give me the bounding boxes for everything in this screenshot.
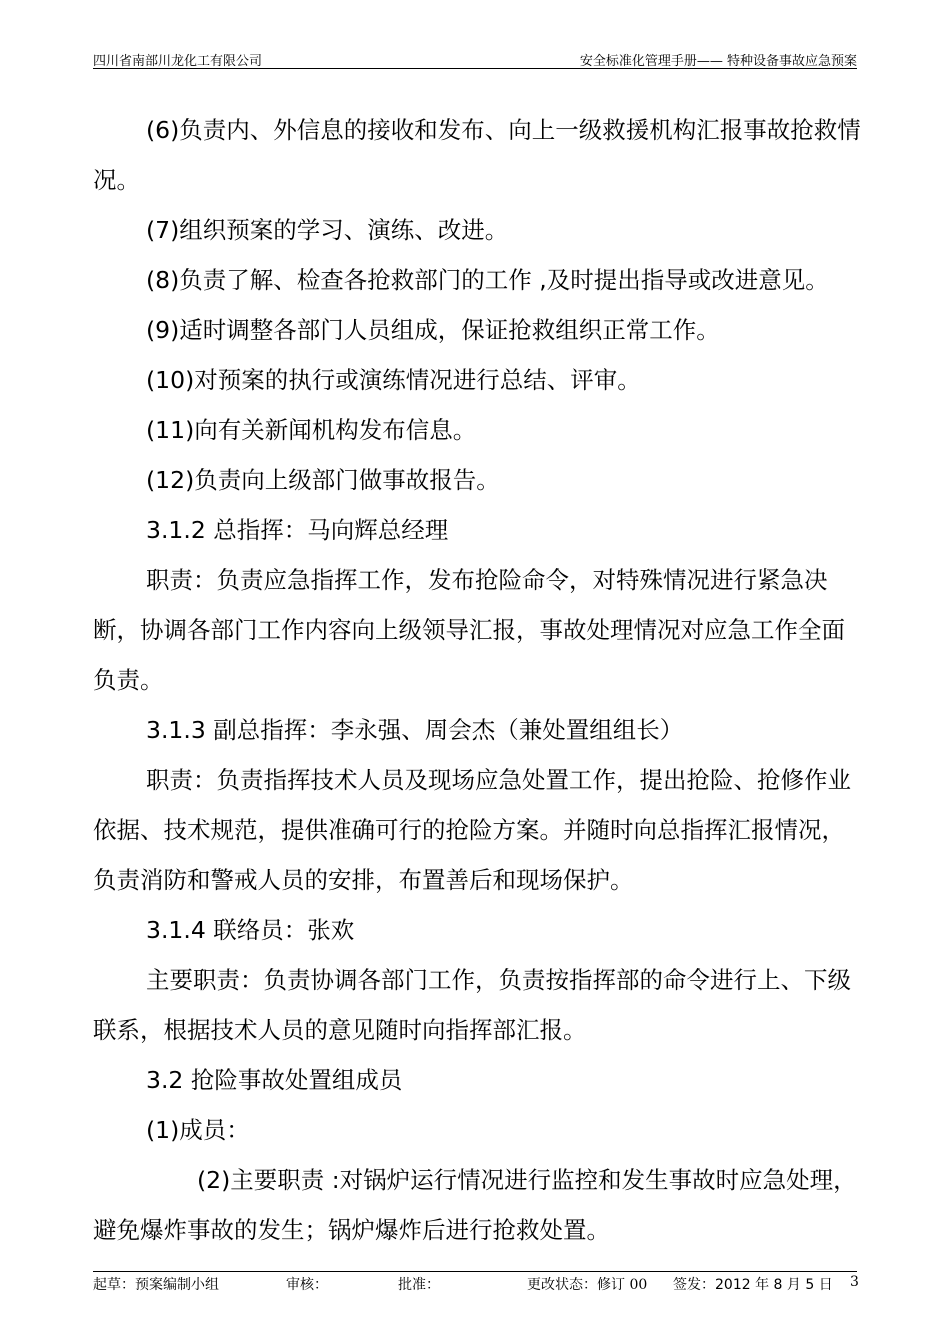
paragraph-duty-commander: 职责：负责应急指挥工作，发布抢险命令，对特殊情况进行紧急决断，协调各部门工作内容向上级领导汇报，事故处理情况对应急工作全面负责。 [93,566,845,694]
footer-issue-date: 签发：2012 年 8 月 5 日 [673,1277,833,1293]
document-body [93,105,863,1255]
paragraph-item-7: (7)组织预案的学习、演练、改进。 [146,216,509,244]
company-name: 四川省南部川龙化工有限公司 [93,54,263,69]
document-title: 安全标准化管理手册—— 特种设备事故应急预案 [579,54,857,69]
page-header [93,50,857,69]
footer-draft: 起草：预案编制小组 [93,1277,219,1293]
section-heading-3-1-2: 3.1.2 总指挥：马向辉总经理 [146,516,449,544]
paragraph-duty-liaison: 主要职责：负责协调各部门工作，负责按指挥部的命令进行上、下级联系，根据技术人员的意见随时向指挥部汇报。 [93,966,851,1044]
footer-approve: 批准： [398,1277,440,1293]
section-heading-3-1-3: 3.1.3 副总指挥：李永强、周会杰（兼处置组组长） [146,716,684,744]
paragraph-item-9: (9)适时调整各部门人员组成，保证抢救组织正常工作。 [146,316,720,344]
page-footer [93,1271,857,1294]
page-number: 3 [850,1274,859,1290]
footer-revision-value: 修订 00 [597,1277,648,1293]
footer-revision-label: 更改状态： [527,1277,597,1293]
paragraph-item-6: (6)负责内、外信息的接收和发布、向上一级救援机构汇报事故抢救情况。 [93,116,861,194]
paragraph-item-12: (12)负责向上级部门做事故报告。 [146,466,500,494]
section-heading-3-2: 3.2 抢险事故处置组成员 [146,1066,403,1094]
paragraph-item-11: (11)向有关新闻机构发布信息。 [146,416,477,444]
paragraph-item-8: (8)负责了解、检查各抢救部门的工作 ,及时提出指导或改进意见。 [146,266,829,294]
section-heading-3-1-4: 3.1.4 联络员：张欢 [146,916,355,944]
paragraph-item-10: (10)对预案的执行或演练情况进行总结、评审。 [146,366,641,394]
paragraph-duty-deputy: 职责：负责指挥技术人员及现场应急处置工作，提出抢险、抢修作业依据、技术规范，提供准确可行的抢险方案。并随时向总指挥汇报情况，负责消防和警戒人员的安排，布置善后和现场保护。 [93,766,851,894]
paragraph-main-duty: (2)主要职责 :对锅炉运行情况进行监控和发生事故时应急处理，避免爆炸事故的发生；锅炉爆炸后进行抢救处置。 [93,1166,857,1244]
footer-review: 审核： [286,1277,328,1293]
paragraph-members: (1)成员： [146,1116,250,1144]
